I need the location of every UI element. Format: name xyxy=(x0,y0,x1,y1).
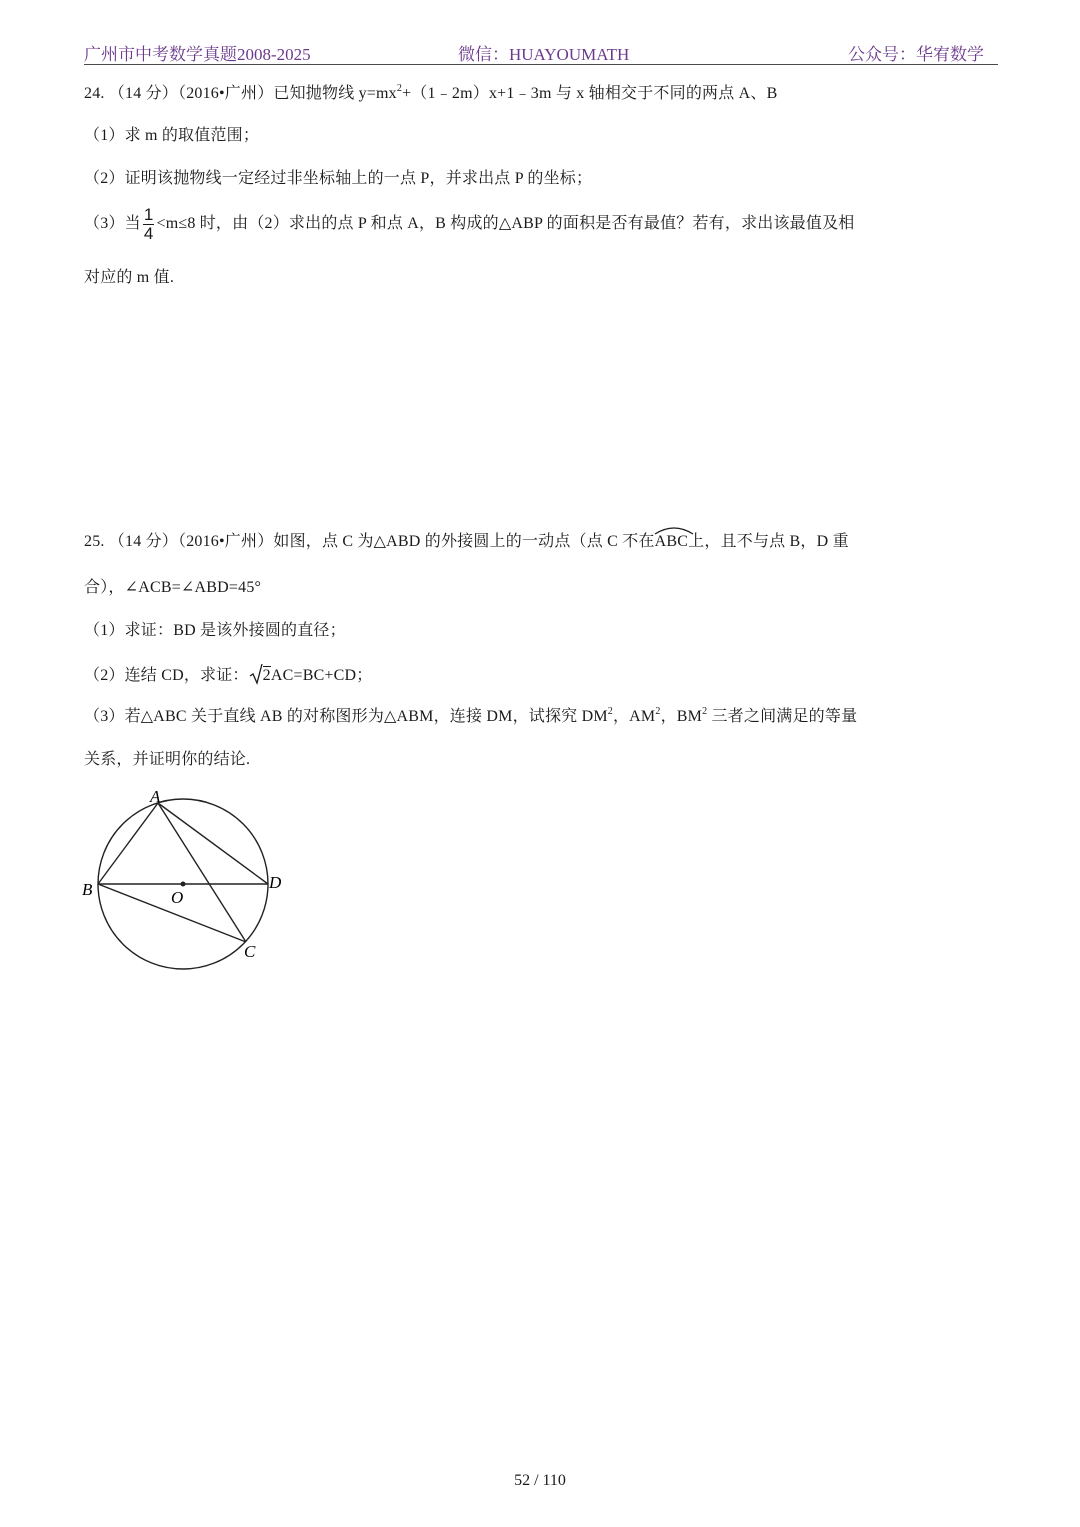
q25-stem-cont: 合），∠ACB=∠ABD=45° xyxy=(84,579,262,596)
header-account: 公众号：华宥数学 xyxy=(848,45,984,64)
q25-part3 xyxy=(84,706,857,728)
page-header xyxy=(84,36,998,65)
q24-stem xyxy=(84,83,777,105)
label-c: C xyxy=(244,942,256,961)
q24-part1: （1）求 m 的取值范围； xyxy=(84,127,260,144)
q25-part2-b: AC=BC+CD； xyxy=(270,667,373,684)
header-title: 广州市中考数学真题2008-2025 xyxy=(84,45,311,64)
fraction-numerator: 1 xyxy=(143,204,154,224)
arc-notation xyxy=(655,531,689,553)
q24-part3 xyxy=(84,204,855,244)
fraction xyxy=(143,206,155,243)
q24-part3-a: （3）当 xyxy=(84,215,141,232)
q25-part2-a: （2）连结 CD，求证： xyxy=(84,667,249,684)
q24-part3-b: <m≤8 时，由（2）求出的点 P 和点 A，B 构成的△ABP 的面积是否有最值？若有，求出该最值及相 xyxy=(156,215,855,232)
header-wechat: 微信：HUAYOUMATH xyxy=(458,45,630,64)
q25-part3-mid2: ，BM xyxy=(660,708,703,725)
fraction-denominator: 4 xyxy=(143,223,154,243)
label-a: A xyxy=(150,788,161,806)
q25-stem-a: 25. （14 分）（2016•广州）如图，点 C 为△ABD 的外接圆上的一动点（点 C 不在 xyxy=(84,533,655,550)
exponent: 2 xyxy=(702,706,708,717)
q25-part3-cont: 关系，并证明你的结论. xyxy=(84,751,251,768)
sqrt-sign-icon xyxy=(249,663,263,685)
label-d: D xyxy=(269,873,282,892)
arc-label: ABC xyxy=(654,533,689,550)
q25-part1: （1）求证：BD 是该外接圆的直径； xyxy=(84,622,346,639)
q24-part2: （2）证明该抛物线一定经过非坐标轴上的一点 P，并求出点 P 的坐标； xyxy=(84,170,593,187)
exponent: 2 xyxy=(607,706,613,717)
exponent: 2 xyxy=(655,706,661,717)
segment-ac xyxy=(158,803,246,942)
center-point xyxy=(181,882,186,887)
sqrt-expression xyxy=(249,663,271,687)
segment-ad xyxy=(158,803,268,884)
q25-stem xyxy=(84,531,849,553)
q25-part3-mid1: ，AM xyxy=(612,708,656,725)
q25-stem-b: 上，且不与点 B，D 重 xyxy=(688,533,849,550)
page-number: 52 / 110 xyxy=(514,1472,566,1489)
q24-exponent: 2 xyxy=(396,83,403,94)
label-o: O xyxy=(171,888,184,907)
q24-part3-cont: 对应的 m 值. xyxy=(84,269,175,286)
q25-part2 xyxy=(84,663,373,687)
sqrt-radicand: 2 xyxy=(262,667,271,684)
arc-mark-icon xyxy=(654,523,694,535)
circle-figure xyxy=(80,788,290,978)
q25-part3-a: （3）若△ABC 关于直线 AB 的对称图形为△ABM，连接 DM，试探究 DM xyxy=(84,708,608,725)
segment-ab xyxy=(98,803,158,884)
label-b: B xyxy=(82,880,93,899)
q24-stem-b: +（1﹣2m）x+1﹣3m 与 x 轴相交于不同的两点 A、B xyxy=(402,85,778,102)
q25-part3-b: 三者之间满足的等量 xyxy=(707,708,858,725)
q24-stem-a: 24. （14 分）（2016•广州）已知抛物线 y=mx xyxy=(84,85,397,102)
